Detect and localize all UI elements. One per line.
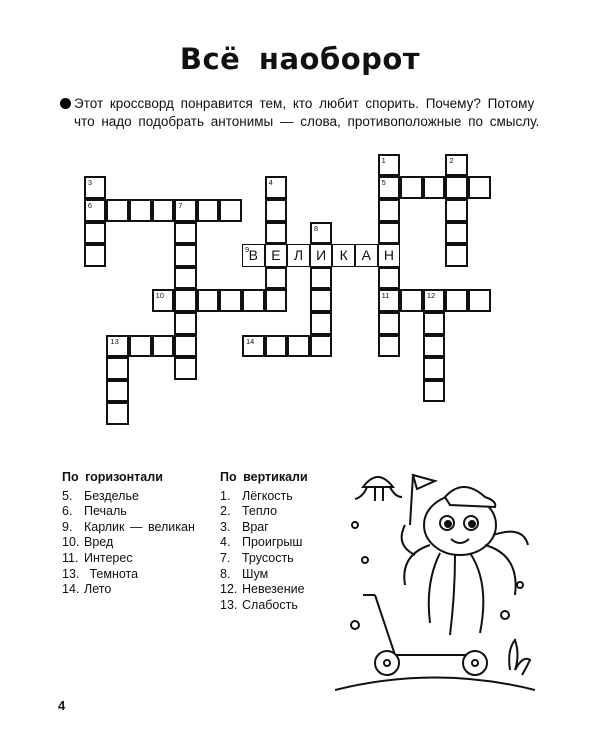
clue-item-number: 14.: [62, 582, 80, 597]
clue-item-number: 6.: [62, 504, 73, 519]
crossword-cell[interactable]: [287, 244, 310, 267]
cell-letter: Е: [271, 247, 281, 264]
crossword-cell[interactable]: [445, 222, 468, 245]
crossword-cell[interactable]: [174, 312, 197, 335]
crossword-cell[interactable]: [310, 335, 333, 358]
crossword-cell[interactable]: [468, 176, 491, 199]
clue-item-text: Слабость: [242, 597, 298, 612]
clue-item: [62, 504, 195, 520]
crossword-cell[interactable]: [378, 222, 401, 245]
crossword-cell[interactable]: [152, 199, 175, 222]
crossword-cell[interactable]: [152, 289, 175, 312]
clue-item-text: Лёгкость: [242, 488, 293, 503]
clue-number: 14: [246, 336, 255, 346]
crossword-cell[interactable]: [174, 357, 197, 380]
clue-number: 4: [268, 178, 273, 188]
clue-number: 3: [87, 178, 92, 188]
clue-number: 8: [313, 223, 318, 233]
clue-item: [62, 535, 195, 551]
crossword-cell[interactable]: [265, 199, 288, 222]
crossword-cell[interactable]: [468, 289, 491, 312]
crossword-cell[interactable]: [174, 335, 197, 358]
clue-item-number: 10.: [62, 535, 80, 550]
clue-number: 11: [381, 291, 390, 301]
clue-item-number: 9.: [62, 519, 73, 534]
clue-item: [220, 520, 308, 536]
clue-item: [220, 489, 308, 505]
clue-item-text: Тепло: [242, 504, 278, 519]
clue-item-text: Карлик — великан: [84, 519, 195, 534]
clue-item-text: Проигрыш: [242, 535, 303, 550]
clue-number: 10: [155, 291, 164, 301]
clue-item: [62, 551, 195, 567]
clue-item-text: Интерес: [84, 550, 133, 565]
crossword-cell[interactable]: [378, 267, 401, 290]
crossword-cell[interactable]: [378, 199, 401, 222]
crossword-cell[interactable]: [287, 335, 310, 358]
crossword-cell[interactable]: [152, 335, 175, 358]
crossword-cell[interactable]: [423, 335, 446, 358]
clue-item-text: Шум: [242, 566, 269, 581]
clue-item: [220, 504, 308, 520]
crossword-cell[interactable]: [265, 244, 288, 267]
crossword-cell[interactable]: [84, 176, 107, 199]
clue-number: 13: [110, 336, 119, 346]
crossword-cell[interactable]: [106, 335, 129, 358]
crossword-cell[interactable]: [106, 402, 129, 425]
cell-letter: Л: [293, 247, 304, 264]
crossword-cell[interactable]: [174, 199, 197, 222]
crossword-cell[interactable]: [378, 154, 401, 177]
crossword-cell[interactable]: [106, 199, 129, 222]
crossword-cell[interactable]: [242, 289, 265, 312]
clue-item-number: 2.: [220, 504, 231, 519]
crossword-cell[interactable]: [106, 380, 129, 403]
crossword-cell[interactable]: [445, 176, 468, 199]
crossword-cell[interactable]: [310, 312, 333, 335]
clues-down-heading: По вертикали: [220, 470, 308, 484]
crossword-cell[interactable]: [378, 176, 401, 199]
crossword-cell[interactable]: [174, 244, 197, 267]
clue-item-number: 1.: [220, 488, 231, 503]
page-title: Всё наоборот: [179, 42, 421, 76]
crossword-cell[interactable]: [310, 244, 333, 267]
clue-item: [220, 598, 308, 614]
crossword-cell[interactable]: [423, 289, 446, 312]
crossword-cell[interactable]: [400, 176, 423, 199]
cell-letter: И: [316, 247, 327, 264]
clue-item-number: 13.: [220, 597, 238, 612]
crossword-cell[interactable]: [423, 380, 446, 403]
crossword-cell[interactable]: [423, 176, 446, 199]
clue-item: [62, 582, 195, 598]
crossword-cell[interactable]: [445, 244, 468, 267]
crossword-cell[interactable]: [242, 244, 265, 267]
crossword-cell[interactable]: [310, 222, 333, 245]
crossword-cell[interactable]: [106, 357, 129, 380]
clue-item-text: Темнота: [84, 566, 139, 581]
clue-item: [220, 551, 308, 567]
crossword-cell[interactable]: [332, 244, 355, 267]
clue-number: 7: [178, 201, 183, 210]
clue-item-text: Невезение: [242, 582, 305, 597]
clue-item-number: 7.: [220, 550, 231, 565]
crossword-cell[interactable]: [378, 335, 401, 358]
crossword-cell[interactable]: [129, 335, 152, 358]
clue-item-number: 5.: [62, 488, 73, 503]
clue-item: [62, 489, 195, 505]
clues-across: [62, 470, 195, 598]
crossword-cell[interactable]: [423, 312, 446, 335]
crossword-cell[interactable]: [265, 267, 288, 290]
clues-down: [220, 470, 308, 613]
crossword-cell[interactable]: [400, 289, 423, 312]
clue-item: [62, 567, 195, 583]
clue-number: 12: [426, 291, 436, 301]
clue-item-text: Враг: [242, 519, 269, 534]
clue-item-number: 4.: [220, 535, 231, 550]
bullet-icon: [60, 98, 71, 109]
clue-number: 2: [449, 155, 454, 165]
crossword-cell[interactable]: [84, 199, 107, 222]
crossword-cell[interactable]: [378, 312, 401, 335]
cell-letter: Н: [383, 247, 394, 264]
jellyfish-icon: [355, 477, 402, 501]
crossword-cell[interactable]: [378, 289, 401, 312]
crossword-cell[interactable]: [445, 199, 468, 222]
crossword-cell[interactable]: [265, 222, 288, 245]
clue-item-number: 3.: [220, 519, 231, 534]
clue-item: [62, 520, 195, 536]
clue-number: 5: [381, 178, 386, 188]
clue-item-text: Лето: [84, 582, 112, 597]
crossword-cell[interactable]: [129, 199, 152, 222]
clue-item: [220, 567, 308, 583]
clue-item-number: 11.: [62, 550, 79, 565]
crossword-cell[interactable]: [84, 222, 107, 245]
crossword-cell[interactable]: [265, 289, 288, 312]
instructions-text: Этот кроссворд понравится тем, кто любит спорить. Почему? Потому что надо подобрать антонимы — слова, противоположные по смыслу.: [74, 96, 540, 129]
clue-item-number: 12.: [220, 582, 238, 597]
crossword-cell[interactable]: [378, 244, 401, 267]
clues-across-heading: По горизонтали: [62, 470, 163, 484]
crossword-cell[interactable]: [265, 176, 288, 199]
clue-number: 6: [87, 201, 92, 210]
crossword-cell[interactable]: [174, 289, 197, 312]
crossword-cell[interactable]: [445, 154, 468, 177]
crossword-cell[interactable]: [445, 289, 468, 312]
cell-letter: В: [248, 247, 258, 264]
page-number: 4: [58, 698, 66, 713]
octopus-scooter-illustration: [335, 465, 535, 695]
clue-item: [220, 535, 308, 551]
clue-item-number: 8.: [220, 566, 231, 581]
clue-item-text: Вред: [84, 535, 114, 550]
clue-item: [220, 582, 308, 598]
clue-number: 1: [381, 155, 386, 165]
clue-number: 9: [245, 245, 250, 255]
clue-item-text: Безделье: [84, 488, 139, 503]
clue-item-text: Трусость: [242, 550, 294, 565]
cell-letter: К: [339, 247, 348, 264]
crossword-cell[interactable]: [219, 289, 242, 312]
crossword-cell[interactable]: [174, 222, 197, 245]
cell-letter: А: [361, 247, 371, 264]
crossword-cell[interactable]: [423, 357, 446, 380]
crossword-cell[interactable]: [242, 335, 265, 358]
crossword-cell[interactable]: [355, 244, 378, 267]
instructions: [60, 95, 540, 131]
clue-item-number: 13.: [62, 566, 80, 581]
crossword-cell[interactable]: [310, 267, 333, 290]
crossword-cell[interactable]: [84, 244, 107, 267]
crossword-cell[interactable]: [174, 267, 197, 290]
crossword-cell[interactable]: [197, 199, 220, 222]
crossword-cell[interactable]: [310, 289, 333, 312]
crossword-cell[interactable]: [197, 289, 220, 312]
clue-item-text: Печаль: [84, 504, 127, 519]
crossword-cell[interactable]: [219, 199, 242, 222]
crossword-cell[interactable]: [265, 335, 288, 358]
